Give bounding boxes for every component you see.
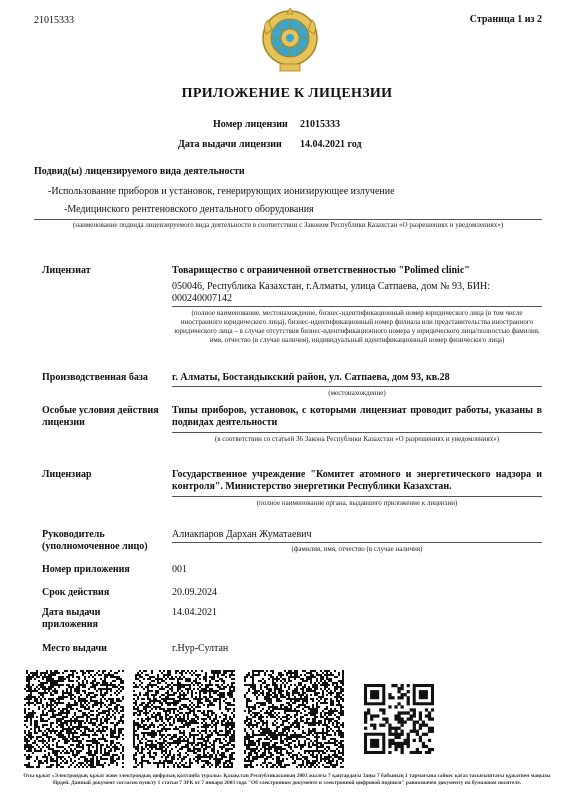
head-label: Руководитель (уполномоченное лицо) <box>42 529 148 552</box>
appendix-date-label: Дата выдачи приложения <box>42 607 101 630</box>
base-value: г. Алматы, Бостандыкский район, ул. Сатпаева, дом 93, кв.28 <box>172 372 450 383</box>
licensee-address: 050046, Республика Казахстан, г.Алматы, улица Сатпаева, дом № 93, БИН: 000240007142 <box>172 281 491 304</box>
licensor-value: Государственное учреждение "Комитет атомного и энергетического надзора и контроля". Министерство энергетики Республики Казахстан. <box>172 469 542 492</box>
subtype-item: -Использование приборов и установок, генерирующих ионизирующее излучение <box>48 186 395 197</box>
licensor-note: (полное наименование органа, выдавшего приложение к лицензии) <box>256 499 458 507</box>
term-value: 20.09.2024 <box>172 587 217 598</box>
divider <box>172 386 542 387</box>
appendix-number-value: 001 <box>172 564 187 575</box>
conditions-label: Особые условия действия лицензии <box>42 405 159 428</box>
license-date-label: Дата выдачи лицензии <box>178 139 282 150</box>
place-value: г.Нур-Султан <box>172 643 229 654</box>
qr-code-icon <box>24 670 124 768</box>
licensee-label: Лицензиат <box>42 265 91 276</box>
appendix-number-label: Номер приложения <box>42 564 130 575</box>
conditions-note: (в соответствии со статьей 36 Закона Республики Казахстан «О разрешениях и уведомлениях») <box>214 435 500 443</box>
qr-code-icon <box>133 670 235 768</box>
place-label: Место выдачи <box>42 643 107 654</box>
page-title: ПРИЛОЖЕНИЕ К ЛИЦЕНЗИИ <box>181 86 393 101</box>
license-number-value: 21015333 <box>300 119 340 130</box>
divider <box>172 432 542 433</box>
base-note: (местонахождение) <box>328 389 386 397</box>
head-value: Алиакпаров Дархан Жуматаевич <box>172 529 312 540</box>
kazakhstan-emblem-icon <box>260 8 320 72</box>
license-number-label: Номер лицензии <box>213 119 288 130</box>
footer-legal-text: Осы құжат «Электрондық құжат және электрондық цифрлық қолтаңба туралы» Қазақстан Республикасының 2003 жылғы 7 қаңтардағы Заңы 7 бабының 1 тармағына сәйкес қағаз тасығыштағы құжатпен маңызы бірдей. Данный документ согласно пункту 1 статьи 7 ЗРК от 7 января 2003 года "Об электронном документе и электронной цифровой подписи" равнозначен документу на бумажном носителе. <box>23 773 551 786</box>
licensee-name: Товарищество с ограниченной ответственностью "Polimed clinic" <box>172 265 470 276</box>
divider <box>34 219 542 220</box>
page-indicator: Страница 1 из 2 <box>469 14 542 25</box>
qr-code-icon <box>244 670 344 768</box>
divider <box>172 306 542 307</box>
head-note: (фамилия, имя, отчество (в случае наличия) <box>291 545 423 553</box>
license-date-value: 14.04.2021 год <box>300 139 362 150</box>
licensor-label: Лицензиар <box>42 469 92 480</box>
appendix-date-value: 14.04.2021 <box>172 607 217 618</box>
divider <box>172 496 542 497</box>
term-label: Срок действия <box>42 587 110 598</box>
conditions-value: Типы приборов, установок, с которыми лицензиат проводит работы, указаны в подвидах деятельности <box>172 405 542 428</box>
subtype-item: -Медицинского рентгеновского дентального оборудования <box>64 204 314 215</box>
subtypes-note: (наименование подвида лицензируемого вида деятельности в соответствии с Законом Республики Казахстан «О разрешениях и уведомлениях») <box>72 221 504 229</box>
base-label: Производственная база <box>42 372 148 383</box>
subtypes-heading: Подвид(ы) лицензируемого вида деятельности <box>34 166 245 177</box>
doc-number: 21015333 <box>34 15 74 26</box>
divider <box>172 542 542 543</box>
qr-code-icon <box>364 684 434 754</box>
licensee-note: (полное наименование, местонахождение, бизнес-идентификационный номер юридического лица (в том числе иностранного юридического лица), бизнес-идентификационный номер филиала или представительства иностранного юридического лица – в случае отсутствия бизнес-идентификационного номера у юридического лица/полностью фамилия, имя, отчество (в случае наличия), индивидуальный идентификационный номер физического лица) <box>174 309 540 344</box>
